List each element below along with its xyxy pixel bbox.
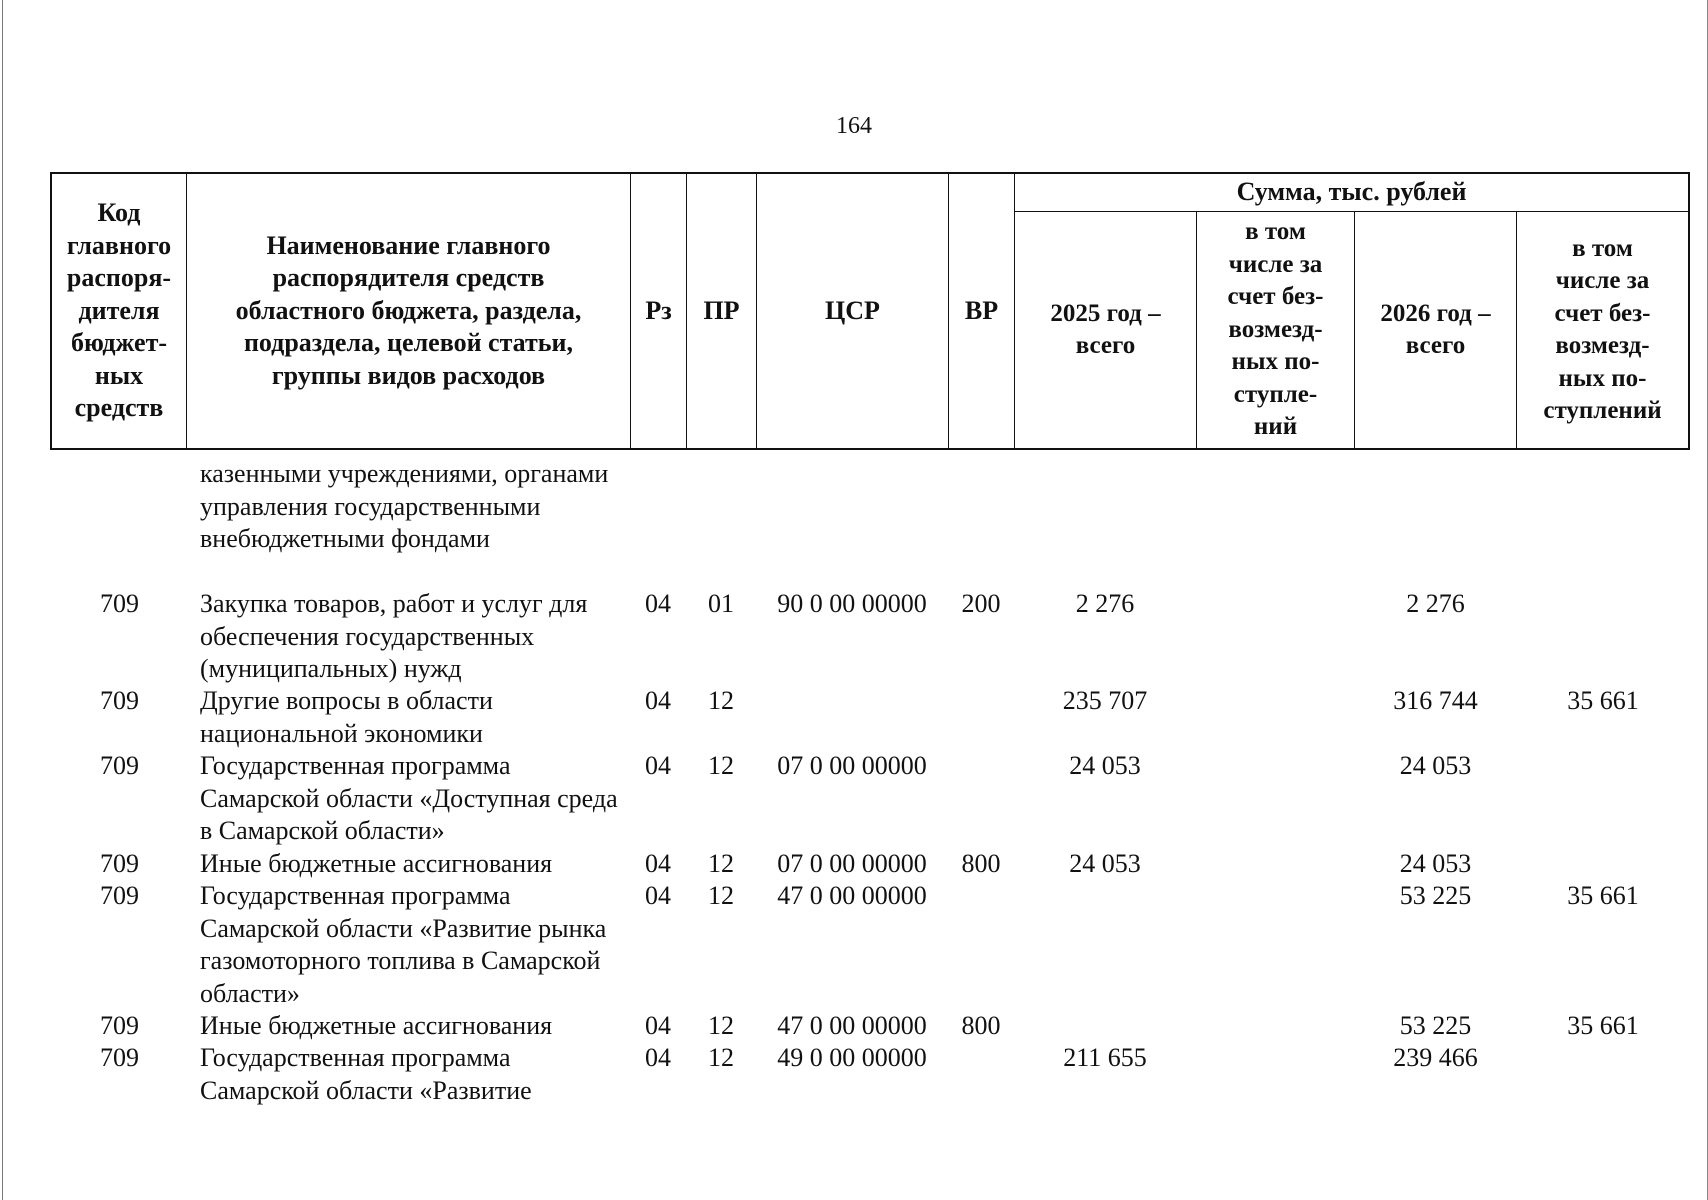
cell-total-2026: 53 225 [1399,1011,1472,1040]
header-csr: ЦСР [825,295,880,325]
cell-name: Иные бюджетные ассигнования [200,1011,553,1040]
cell-pr: 12 [708,881,734,910]
cell-vr: 800 [961,849,1001,878]
cell-pr: 01 [708,589,734,618]
header-free-2025: в том числе за счет без- возмезд- ных по- ступле- ний [1227,218,1324,441]
cell-code: 709 [100,1043,139,1072]
cell-rz: 04 [645,1043,671,1072]
header-sum-group: Сумма, тыс. рублей [1236,177,1467,207]
cell-total-2025: 24 053 [1069,751,1141,780]
col-border [1688,172,1690,450]
header-code: Код главного распоря- дителя бюджет- ных средств [66,198,172,423]
cell-name: Иные бюджетные ассигнования [200,849,553,878]
header-rz: Рз [645,295,672,325]
cell-csr: 90 0 00 00000 [777,589,927,618]
header-free-2026: в том числе за счет без- возмезд- ных по- ступлений [1543,234,1662,424]
cell-total-2026: 2 276 [1406,589,1465,618]
cell-pr: 12 [708,751,734,780]
cell-vr: 200 [961,589,1001,618]
header-name: Наименование главного распорядителя средств областного бюджета, раздела, подраздела, целевой статьи, группы видов расходов [235,230,582,390]
scan-edge-left [2,0,3,1200]
cell-total-2026: 239 466 [1393,1043,1478,1072]
cell-rz: 04 [645,881,671,910]
cell-code: 709 [100,849,139,878]
cell-total-2026: 24 053 [1399,849,1472,878]
cell-pr: 12 [708,1011,734,1040]
cell-total-2025: 24 053 [1069,849,1141,878]
cell-name: казенными учреждениями, органами управления государственными внебюджетными фондами [200,459,609,553]
header-bottom-border [50,448,1690,450]
cell-rz: 04 [645,1011,671,1040]
cell-csr: 47 0 00 00000 [777,1011,927,1040]
cell-rz: 04 [645,686,671,715]
cell-pr: 12 [708,686,734,715]
cell-csr: 47 0 00 00000 [777,881,927,910]
cell-csr: 49 0 00 00000 [777,1043,927,1072]
cell-vr: 800 [961,1011,1001,1040]
page-number: 164 [836,113,872,139]
cell-pr: 12 [708,849,734,878]
cell-total-2026: 53 225 [1399,881,1472,910]
cell-code: 709 [100,1011,139,1040]
cell-total-2025: 2 276 [1075,589,1135,618]
cell-pr: 12 [708,1043,734,1072]
cell-total-2025: 235 707 [1062,686,1148,715]
cell-total-2026: 316 744 [1393,686,1478,715]
header-total-2025: 2025 год – всего [1050,299,1161,359]
cell-code: 709 [100,881,139,910]
cell-rz: 04 [645,751,671,780]
cell-total-2026: 24 053 [1399,751,1472,780]
cell-rz: 04 [645,849,671,878]
cell-name: Закупка товаров, работ и услуг для обеспечения государственных (муниципальных) нужд [200,589,588,683]
cell-free-2026: 35 661 [1567,1011,1639,1040]
cell-code: 709 [100,589,139,618]
cell-free-2026: 35 661 [1567,881,1639,910]
cell-name: Государственная программа Самарской области «Развитие рынка газомоторного топлива в Самарской области» [200,881,607,1008]
cell-name: Другие вопросы в области национальной экономики [200,686,493,748]
header-pr: ПР [703,295,740,325]
header-vr: ВР [964,295,999,325]
cell-name: Государственная программа Самарской области «Развитие [200,1043,532,1105]
cell-rz: 04 [645,589,671,618]
cell-name: Государственная программа Самарской области «Доступная среда в Самарской области» [200,751,618,845]
cell-csr: 07 0 00 00000 [777,849,927,878]
cell-code: 709 [100,686,139,715]
header-total-2026: 2026 год – всего [1380,299,1491,359]
cell-free-2026: 35 661 [1567,686,1639,715]
cell-csr: 07 0 00 00000 [777,751,927,780]
cell-code: 709 [100,751,139,780]
cell-total-2025: 211 655 [1063,1043,1147,1072]
